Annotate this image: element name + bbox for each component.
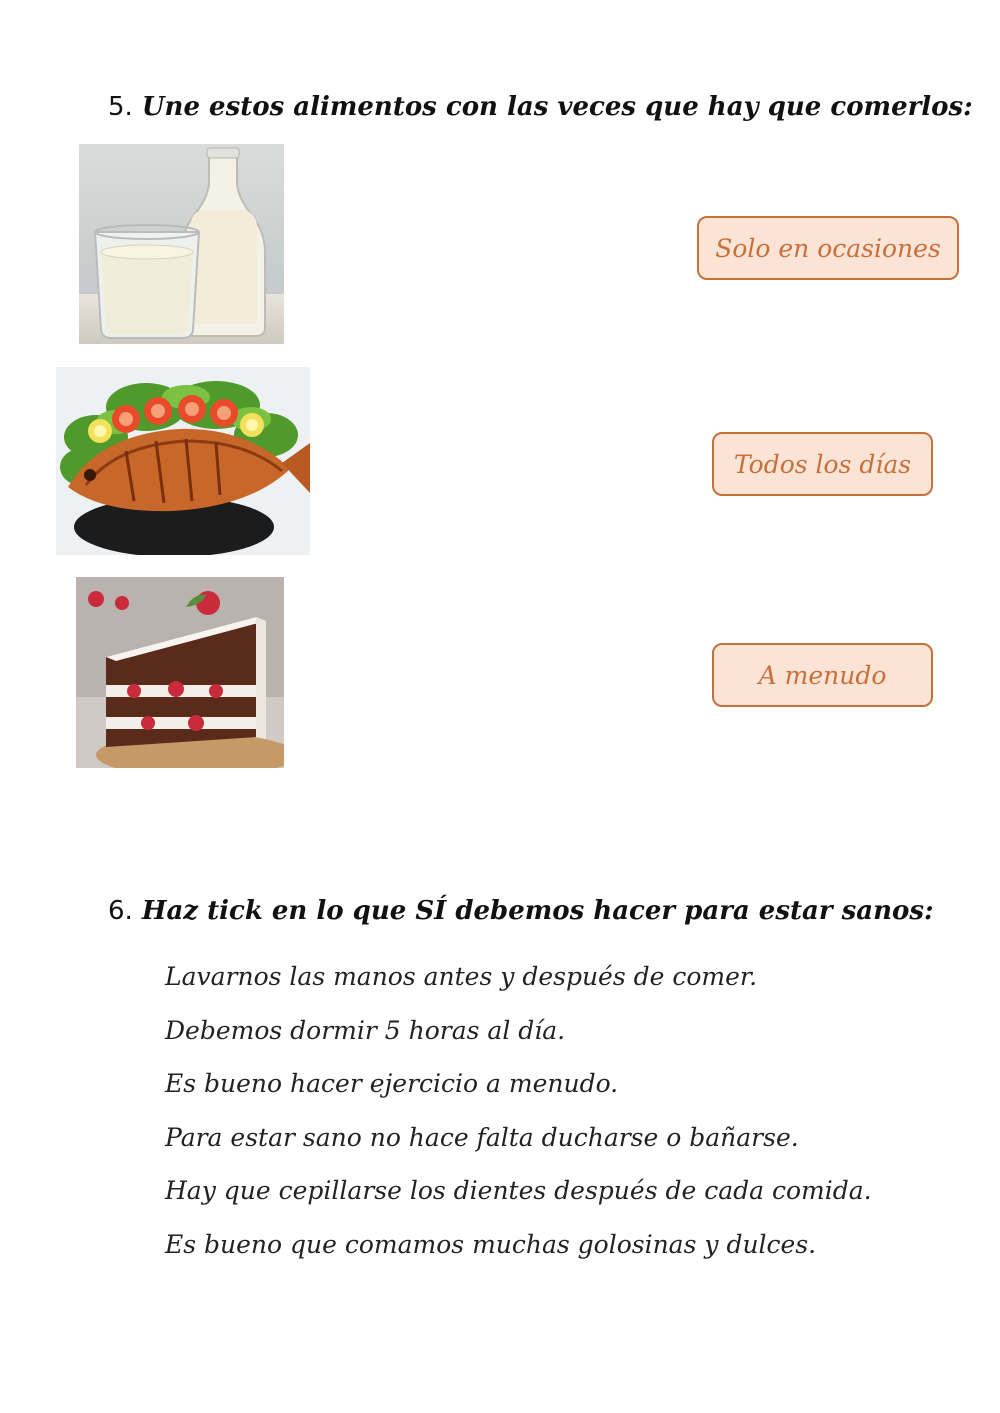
question-text: Une estos alimentos con las veces que hay que comerlos: xyxy=(141,92,973,122)
question-number: 6. xyxy=(108,896,133,926)
fish-image[interactable] xyxy=(56,367,310,555)
statement-option[interactable]: Para estar sano no hace falta ducharse o bañarse. xyxy=(165,1122,799,1152)
cake-illustration xyxy=(76,577,284,768)
answer-card-todos-los-dias[interactable]: Todos los días xyxy=(712,432,933,496)
cake-image[interactable] xyxy=(76,577,284,768)
milk-image[interactable] xyxy=(79,144,284,344)
answer-card-solo-en-ocasiones[interactable]: Solo en ocasiones xyxy=(697,216,959,280)
statement-option[interactable]: Hay que cepillarse los dientes después de cada comida. xyxy=(165,1176,872,1206)
statement-option[interactable]: Lavarnos las manos antes y después de comer. xyxy=(165,962,758,992)
statement-option[interactable]: Es bueno que comamos muchas golosinas y dulces. xyxy=(165,1229,817,1259)
answer-card-a-menudo[interactable]: A menudo xyxy=(712,643,933,707)
question-6-title xyxy=(108,896,934,926)
question-5-title xyxy=(108,92,973,122)
statement-option[interactable]: Es bueno hacer ejercicio a menudo. xyxy=(165,1069,619,1099)
question-number: 5. xyxy=(108,92,133,122)
fish-illustration xyxy=(56,367,310,555)
statement-list xyxy=(165,950,872,1271)
statement-option[interactable]: Debemos dormir 5 horas al día. xyxy=(165,1015,566,1045)
question-text: Haz tick en lo que SÍ debemos hacer para estar sanos: xyxy=(141,896,934,926)
milk-illustration xyxy=(79,144,284,344)
